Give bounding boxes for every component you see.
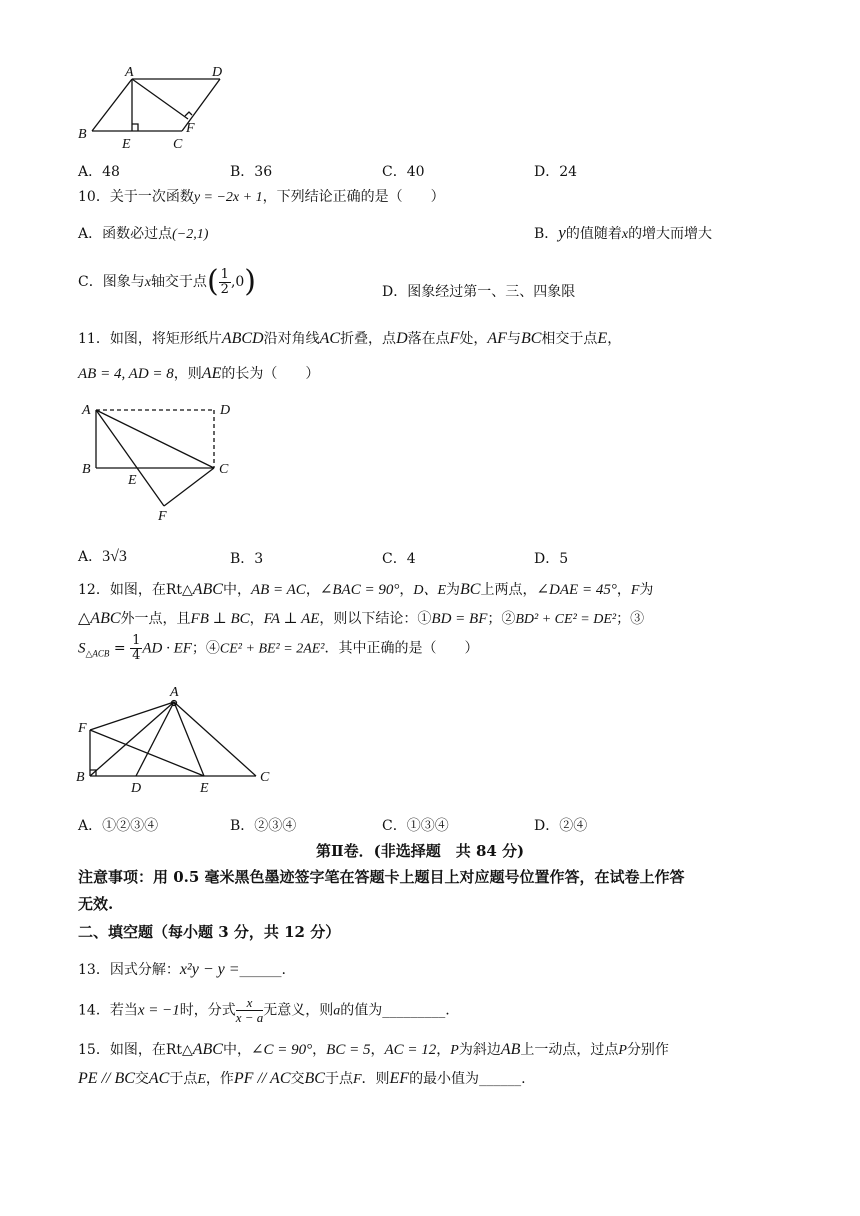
q12-text-6: 上两点， bbox=[480, 582, 537, 598]
q11-text-10: 的长为（ ） bbox=[221, 366, 320, 382]
q14-text-4: 的值为 bbox=[340, 1002, 383, 1019]
q10-option-b-letter: B． bbox=[534, 226, 559, 242]
fig12-label-F: F bbox=[78, 721, 87, 736]
q9-option-b[interactable]: B．36 bbox=[230, 164, 273, 180]
q11-text-7: 相交于点 bbox=[541, 331, 598, 347]
q9-option-a[interactable]: A．48 bbox=[78, 164, 120, 180]
q14-blank[interactable]: _________ bbox=[382, 1002, 446, 1019]
section-fill-in-title: 二、填空题（每小题 3 分，共 12 分） bbox=[78, 923, 341, 941]
q12-f: F bbox=[630, 583, 640, 598]
q15-text-2: 中， bbox=[222, 1042, 251, 1058]
q12-text-5: 为 bbox=[446, 582, 461, 598]
fig12-label-B: B bbox=[76, 770, 85, 785]
q10-paren-right: ) bbox=[244, 264, 257, 299]
q12-bc: BC bbox=[460, 581, 481, 598]
q14-stem bbox=[78, 996, 450, 1025]
q10-stem bbox=[78, 186, 445, 206]
q12-stem-line1 bbox=[78, 579, 653, 599]
q10-option-b[interactable] bbox=[534, 223, 712, 243]
q13-prefix: 13．因式分解： bbox=[78, 962, 180, 978]
q15-p2: P bbox=[618, 1043, 627, 1058]
q9-option-c[interactable]: C．40 bbox=[382, 164, 425, 180]
q15-blank[interactable]: ______ bbox=[479, 1071, 522, 1087]
q11-option-d[interactable]: D．5 bbox=[534, 551, 569, 567]
q10-option-a-text: A．函数必过点 bbox=[78, 226, 173, 242]
fig12-label-A: A bbox=[170, 685, 179, 700]
q14-text-3: 无意义，则 bbox=[263, 1002, 334, 1019]
q12-text-14: ；④ bbox=[191, 640, 220, 657]
q10-option-b-text: 的值随着 bbox=[565, 226, 622, 242]
q15-cond-3: AC = 12 bbox=[384, 1042, 437, 1058]
q12-cond-4: FB ⊥ BC bbox=[190, 611, 250, 627]
q12-text-13: ；③ bbox=[616, 611, 645, 627]
q14-condition: x = −1 bbox=[137, 1002, 180, 1019]
figure-q12-triangle bbox=[70, 682, 280, 798]
q10-option-c-fraction bbox=[219, 268, 231, 297]
part2-notice-line1: 注意事项：用 0.5 毫米黑色墨迹签字笔在答题卡上题目上对应题号位置作答，在试卷上作答 bbox=[78, 868, 685, 886]
q12-abc: ABC bbox=[192, 581, 223, 598]
q12-text-10: ， bbox=[249, 611, 264, 627]
q11-option-a[interactable] bbox=[78, 546, 127, 566]
fig9-label-E: E bbox=[122, 137, 131, 152]
q14-end: . bbox=[445, 1002, 450, 1019]
q10-option-c-x: x bbox=[144, 275, 151, 290]
q11-option-c[interactable]: C．4 bbox=[382, 551, 416, 567]
q12-result-1: BD = BF bbox=[431, 611, 488, 627]
q12-text-2: 中， bbox=[222, 582, 251, 598]
q11-ae: AE bbox=[201, 365, 222, 382]
q15-text-1: 15．如图，在Rt△ bbox=[78, 1042, 193, 1058]
q12-text-4: ， bbox=[399, 582, 414, 598]
q12-option-c[interactable]: C．①③④ bbox=[382, 818, 449, 834]
q15-ef: EF bbox=[389, 1070, 410, 1087]
q14-text-1: 14．若当 bbox=[78, 1002, 138, 1019]
q15-ac: AC bbox=[148, 1070, 170, 1087]
q11-text-2: 沿对角线 bbox=[263, 331, 320, 347]
q15-text-13: 于点 bbox=[324, 1071, 353, 1087]
q11-d: D bbox=[396, 330, 408, 347]
q11-ac: AC bbox=[319, 330, 341, 347]
q12-cond-3: ∠DAE = 45° bbox=[536, 582, 617, 598]
q15-text-4: ， bbox=[370, 1042, 385, 1058]
q15-bc: BC bbox=[304, 1070, 325, 1087]
q10-option-a[interactable] bbox=[78, 223, 208, 243]
q12-text-9: 外一点，且 bbox=[120, 611, 191, 627]
q10-option-c-tail: ,0 bbox=[230, 274, 245, 290]
q12-result-3: AD · EF bbox=[142, 640, 192, 657]
q11-option-a-letter: A． bbox=[78, 549, 103, 565]
q15-text-7: 上一动点，过点 bbox=[520, 1042, 619, 1058]
fig9-label-A: A bbox=[125, 65, 134, 80]
q10-option-a-point: (−2,1) bbox=[172, 227, 209, 242]
q15-text-11: ，作 bbox=[205, 1071, 234, 1087]
q12-text-7: ， bbox=[616, 582, 631, 598]
q12-stem-line3 bbox=[78, 634, 479, 663]
q13-stem bbox=[78, 959, 286, 979]
fig12-label-C: C bbox=[260, 770, 270, 785]
q13-end: . bbox=[281, 962, 286, 978]
q11-option-b[interactable]: B．3 bbox=[230, 551, 264, 567]
figure-q9-parallelogram bbox=[70, 62, 240, 154]
fig11-label-E: E bbox=[128, 473, 137, 488]
q11-given: AB = 4, AD = 8 bbox=[78, 366, 174, 382]
q15-stem-line2 bbox=[78, 1068, 526, 1088]
q15-abc: ABC bbox=[192, 1041, 223, 1058]
q15-text-5: ， bbox=[436, 1042, 451, 1058]
q15-text-3: ， bbox=[312, 1042, 327, 1058]
q15-text-9: 交 bbox=[134, 1071, 149, 1087]
q15-stem-line1 bbox=[78, 1039, 669, 1059]
fig11-label-B: B bbox=[82, 462, 91, 477]
q11-text-8: ， bbox=[607, 331, 622, 347]
q10-formula: y = −2x + 1 bbox=[193, 190, 263, 205]
q12-cond-2: ∠BAC = 90° bbox=[319, 582, 400, 598]
q10-option-c[interactable] bbox=[78, 264, 257, 299]
q12-text-12: ；② bbox=[487, 611, 516, 627]
q11-text-4: 落在点 bbox=[407, 331, 450, 347]
q11-abcd: ABCD bbox=[221, 330, 264, 347]
q12-de: D、E bbox=[413, 583, 447, 598]
q11-text-6: 与 bbox=[506, 331, 521, 347]
q12-frac-num: 1 bbox=[132, 633, 141, 648]
q15-text-15: 的最小值为 bbox=[409, 1071, 480, 1087]
q10-option-b-end: 的增大而增大 bbox=[628, 226, 713, 242]
fig9-label-D: D bbox=[212, 65, 223, 80]
q14-frac-num: x bbox=[236, 996, 264, 1011]
q12-stem-line2 bbox=[78, 608, 644, 628]
q10-suffix: ，下列结论正确的是（ ） bbox=[262, 189, 445, 205]
q12-text-11: ，则以下结论：① bbox=[319, 611, 432, 627]
q11-stem-line1 bbox=[78, 328, 621, 348]
q11-af: AF bbox=[487, 330, 507, 347]
part2-title: 第Ⅱ卷．(非选择题 共 84 分) bbox=[316, 842, 525, 860]
q12-triangle: △ABC bbox=[78, 610, 121, 627]
q11-stem-line2 bbox=[78, 363, 319, 383]
q9-option-d[interactable]: D．24 bbox=[534, 164, 578, 180]
q12-text-15: ．其中正确的是（ ） bbox=[324, 640, 479, 657]
q15-text-12: 交 bbox=[290, 1071, 305, 1087]
q10-option-c-mid: 轴交于点 bbox=[150, 274, 207, 290]
q11-text-3: 折叠，点 bbox=[340, 331, 397, 347]
q14-text-2: 时，分式 bbox=[179, 1002, 236, 1019]
q12-option-b[interactable]: B．②③④ bbox=[230, 818, 297, 834]
q12-cond-5: FA ⊥ AE bbox=[263, 611, 320, 627]
q10-prefix: 10．关于一次函数 bbox=[78, 189, 194, 205]
q13-expression: x²y − y = bbox=[179, 961, 240, 978]
q11-f: F bbox=[449, 330, 460, 347]
fig9-label-B: B bbox=[78, 127, 87, 142]
q11-option-a-value: 3√3 bbox=[102, 548, 127, 565]
q15-e: E bbox=[197, 1072, 206, 1087]
fig9-label-F: F bbox=[186, 121, 195, 136]
q12-s: S bbox=[78, 640, 86, 657]
q12-s-sub: △ACB bbox=[85, 648, 110, 659]
fig11-label-C: C bbox=[219, 462, 229, 477]
q12-text-8: 为 bbox=[639, 582, 654, 598]
q15-f: F bbox=[352, 1072, 362, 1087]
q10-paren-left: ( bbox=[206, 264, 219, 299]
q12-option-d[interactable]: D．②④ bbox=[534, 818, 588, 834]
fig11-label-F: F bbox=[158, 509, 167, 524]
q15-text-6: 为斜边 bbox=[458, 1042, 501, 1058]
part2-notice-line2: 无效. bbox=[78, 895, 114, 913]
fig11-label-A: A bbox=[82, 403, 91, 418]
fig12-label-D: D bbox=[131, 781, 142, 796]
fig9-label-C: C bbox=[173, 137, 183, 152]
q12-frac-den: 4 bbox=[132, 648, 141, 663]
q15-cond-2: BC = 5 bbox=[326, 1042, 371, 1058]
q15-ab: AB bbox=[500, 1041, 521, 1058]
q12-text-3: ， bbox=[305, 582, 320, 598]
q15-p: P bbox=[450, 1043, 459, 1058]
q11-e: E bbox=[597, 330, 608, 347]
q14-fraction bbox=[236, 996, 264, 1025]
q15-pe: PE // BC bbox=[78, 1070, 135, 1087]
q15-text-10: 于点 bbox=[169, 1071, 198, 1087]
fig11-label-D: D bbox=[220, 403, 231, 418]
q12-fraction bbox=[130, 634, 142, 663]
q10-option-d[interactable]: D．图象经过第一、三、四象限 bbox=[382, 284, 576, 300]
q14-var: a bbox=[333, 1003, 341, 1019]
q11-text-1: 11．如图，将矩形纸片 bbox=[78, 331, 222, 347]
q10-frac-den: 2 bbox=[220, 281, 229, 297]
q12-result-4: CE² + BE² = 2AE² bbox=[219, 641, 325, 657]
fig12-label-E: E bbox=[200, 781, 209, 796]
q14-frac-den: x − a bbox=[235, 1010, 264, 1025]
q12-text-1: 12．如图，在Rt△ bbox=[78, 582, 193, 598]
q11-text-5: 处， bbox=[459, 331, 488, 347]
q15-end: . bbox=[521, 1071, 526, 1087]
q11-bc: BC bbox=[520, 330, 542, 347]
q15-text-14: ．则 bbox=[361, 1071, 390, 1087]
q10-frac-num: 1 bbox=[220, 266, 229, 282]
figure-q11-folded-rectangle bbox=[72, 396, 248, 526]
q12-cond-1: AB = AC bbox=[250, 582, 306, 598]
q15-cond-1: ∠C = 90° bbox=[250, 1042, 313, 1058]
q12-eq: = bbox=[109, 640, 131, 657]
q10-option-b-x: x bbox=[621, 227, 629, 242]
q15-pf: PF // AC bbox=[233, 1070, 291, 1087]
q12-result-2: BD² + CE² = DE² bbox=[515, 612, 617, 627]
q10-option-c-text: C．图象与 bbox=[78, 274, 145, 290]
q10-option-b-y: y bbox=[558, 223, 566, 242]
q12-option-a[interactable]: A．①②③④ bbox=[78, 818, 159, 834]
q13-blank[interactable]: ______ bbox=[239, 962, 282, 978]
q15-text-8: 分别作 bbox=[626, 1042, 669, 1058]
q11-text-9: ，则 bbox=[173, 366, 202, 382]
